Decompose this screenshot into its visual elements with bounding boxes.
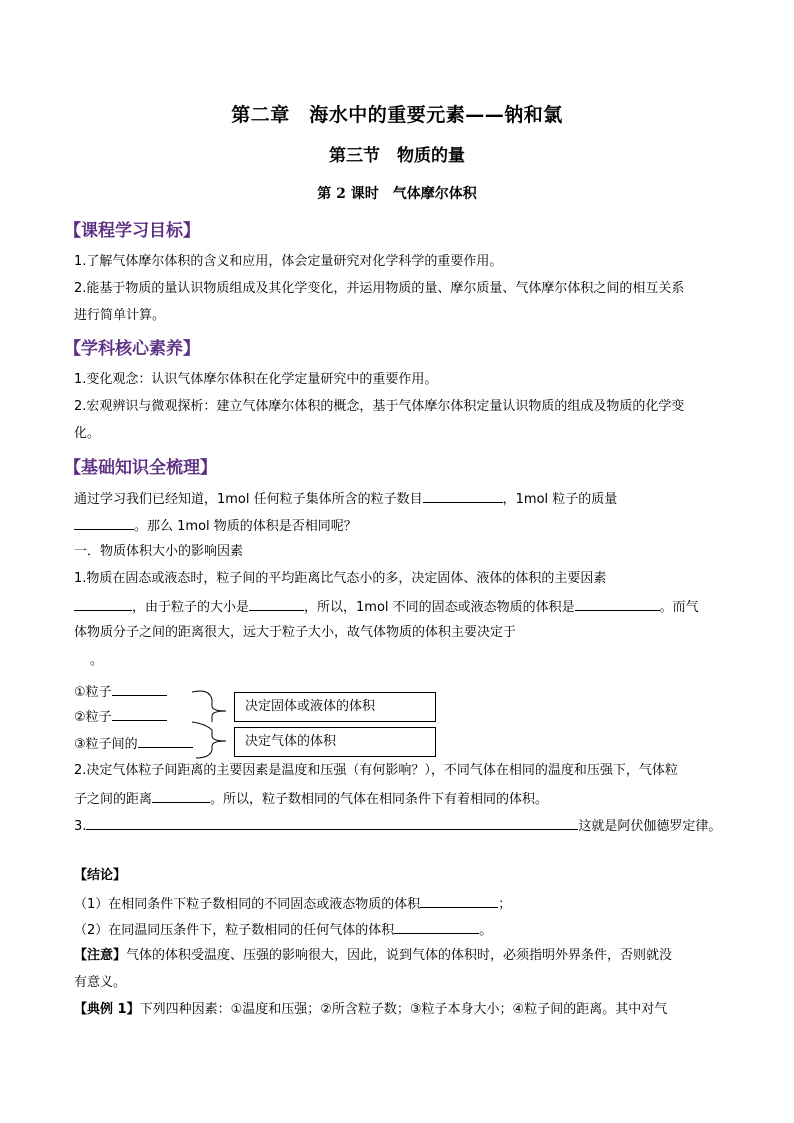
- conclusion-heading: 【结论】: [74, 868, 127, 883]
- goals-item-2b: 进行简单计算。: [74, 308, 166, 323]
- part1-title: 一．物质体积大小的影响因素: [74, 544, 244, 559]
- blank-gas-distance[interactable]: [152, 788, 210, 803]
- blank-particle-size[interactable]: [249, 596, 304, 611]
- p3-prefix: 3.: [74, 819, 87, 834]
- literacy-item-2b: 化。: [74, 426, 101, 441]
- factor-1-label: ①粒子: [74, 685, 112, 700]
- factor-3-label: ③粒子间的: [74, 737, 138, 752]
- p1-line-b: [74, 596, 736, 618]
- example-label: 【典例 1】: [74, 1002, 140, 1017]
- basics-heading: 【基础知识全梳理】: [64, 458, 217, 478]
- intro-line-1: [74, 488, 736, 510]
- blank-factor-2[interactable]: [112, 706, 167, 721]
- blank-factor-1[interactable]: [112, 681, 167, 696]
- intro-text-3: 。那么 1mol 物质的体积是否相同呢？: [134, 519, 357, 534]
- blank-factor-3[interactable]: [138, 733, 193, 748]
- blank-avogadro-law[interactable]: [86, 815, 578, 830]
- p1-text-b2: ，所以，1mol 不同的固态或液态物质的体积是: [304, 600, 575, 615]
- blank-particle-count[interactable]: [423, 488, 503, 503]
- conclusion-item-2-end: 。: [479, 923, 493, 938]
- intro-text-2: ，1mol 粒子的质量: [502, 492, 618, 507]
- example-line: [74, 1000, 736, 1020]
- p1-text-b1: ，由于粒子的大小是: [132, 600, 250, 615]
- factor-2-label: ②粒子: [74, 710, 112, 725]
- section-title: 第三节 物质的量: [329, 146, 465, 166]
- blank-main-factor[interactable]: [74, 596, 132, 611]
- chapter-title: 第二章 海水中的重要元素——钠和氯: [231, 104, 563, 126]
- p2-text-b2: 。所以，粒子数相同的气体在相同条件下有着相同的体积。: [210, 792, 549, 807]
- intro-line-2: [74, 515, 736, 537]
- blank-conclusion-2[interactable]: [394, 919, 479, 934]
- example-text: 下列四种因素：①温度和压强；②所含粒子数；③粒子本身大小；④粒子间的距离。其中对气: [139, 1002, 668, 1017]
- literacy-heading: 【学科核心素养】: [64, 339, 200, 359]
- note-line-b: 有意义。: [74, 975, 127, 990]
- literacy-item-2a: 2.宏观辨识与微观探析：建立气体摩尔体积的概念，基于气体摩尔体积定量认识物质的组成及物质的化学变: [74, 399, 685, 414]
- lesson-title: 第 2 课时 气体摩尔体积: [317, 186, 477, 202]
- brace-connector: [192, 686, 236, 760]
- note-line-a: [74, 946, 736, 966]
- intro-text-1: 通过学习我们已经知道，1mol 任何粒子集体所含的粒子数目: [74, 492, 423, 507]
- blank-volume-solid[interactable]: [575, 596, 660, 611]
- blank-conclusion-1[interactable]: [420, 893, 498, 908]
- conclusion-item-1-text: （1）在相同条件下粒子数相同的不同固态或液态物质的体积: [74, 897, 421, 912]
- p3-suffix: 这就是阿伏伽德罗定律。: [578, 819, 722, 834]
- box-gas-volume: 决定气体的体积: [234, 727, 436, 757]
- box-solid-liquid-volume: 决定固体或液体的体积: [234, 692, 436, 722]
- literacy-item-1: 1.变化观念：认识气体摩尔体积在化学定量研究中的重要作用。: [74, 372, 438, 387]
- p2-line-a: 2.决定气体粒子间距离的主要因素是温度和压强（有何影响？），不同气体在相同的温度和压强下，气体粒: [74, 763, 678, 778]
- p1-line-d: 。: [90, 653, 104, 668]
- goals-heading: 【课程学习目标】: [64, 221, 200, 241]
- conclusion-item-1: [74, 893, 736, 915]
- conclusion-item-1-end: ；: [498, 897, 512, 912]
- p1-line-c: 体物质分子之间的距离很大，远大于粒子大小，故气体物质的体积主要决定于: [74, 625, 517, 640]
- conclusion-item-2: [74, 919, 736, 941]
- note-label: 【注意】: [74, 948, 127, 963]
- p1-text-b3: 。而气: [659, 600, 699, 615]
- goals-item-2a: 2.能基于物质的量认识物质组成及其化学变化，并运用物质的量、摩尔质量、气体摩尔体积之间的相互关系: [74, 281, 685, 296]
- p1-line-a: 1.物质在固态或液态时，粒子间的平均距离比气态小的多，决定固体、液体的体积的主要因素: [74, 571, 607, 586]
- p2-text-b1: 子之间的距离: [74, 792, 153, 807]
- p3-line: [74, 815, 736, 837]
- conclusion-item-2-text: （2）在同温同压条件下，粒子数相同的任何气体的体积: [74, 923, 395, 938]
- goals-item-1: 1.了解气体摩尔体积的含义和应用，体会定量研究对化学科学的重要作用。: [74, 254, 503, 269]
- p2-line-b: [74, 788, 736, 810]
- note-text-a: 气体的体积受温度、压强的影响很大，因此，说到气体的体积时，必须指明外界条件，否则就没: [126, 948, 673, 963]
- blank-particle-mass[interactable]: [74, 515, 134, 530]
